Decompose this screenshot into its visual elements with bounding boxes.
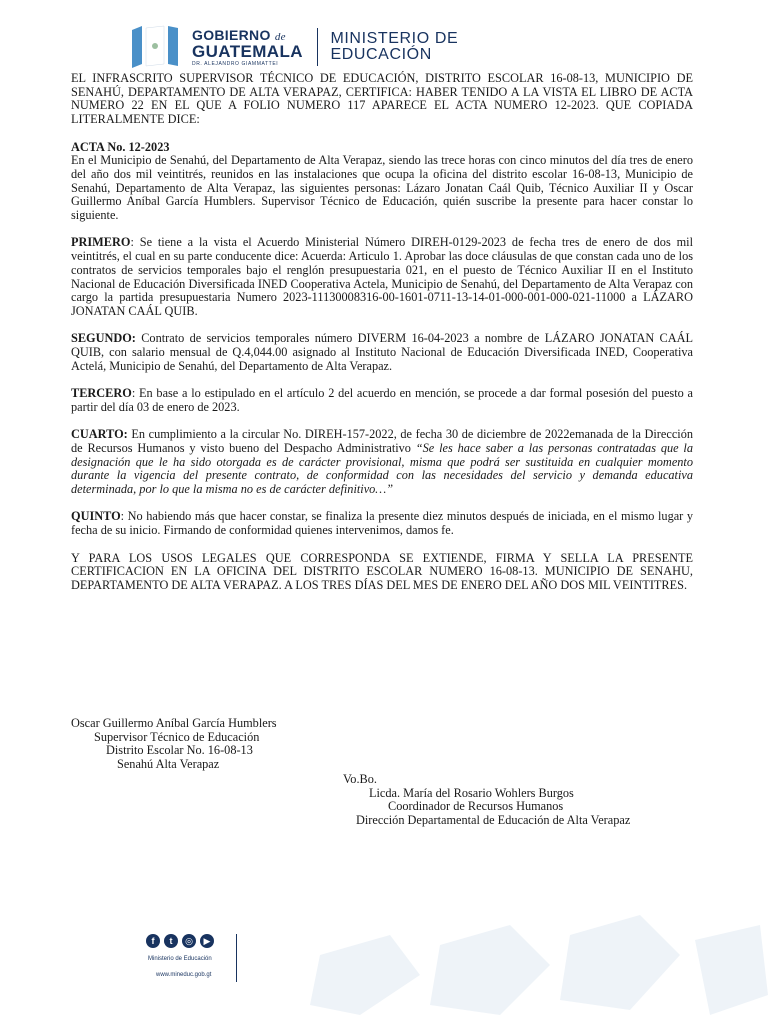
facebook-icon[interactable]: f	[146, 934, 160, 948]
twitter-icon[interactable]: t	[164, 934, 178, 948]
quinto-text: : No habiendo más que hacer constar, se finaliza la presente diez minutos después de iniciada, en el mismo lugar y fecha de su inicio. Firmando de conformidad quienes intervenimos, damos fe.	[71, 509, 693, 538]
coordinator-title: Coordinador de Recursos Humanos	[388, 799, 564, 814]
intro-paragraph: EL INFRASCRITO SUPERVISOR TÉCNICO DE EDUCACIÓN, DISTRITO ESCOLAR 16-08-13, MUNICIPIO DE SENAHÚ, DEPARTAMENTO DE ALTA VERAPAZ, CERTIFICA: HABER TENIDO A LA VISTA EL LIBRO DE ACTA NUMERO 22 EN EL QUE A FOLIO NUMERO 117 APARECE EL ACTA NUMERO 12-2023. QUE COPIADA LITERALMENTE DICE:	[71, 71, 693, 127]
gov-de: de	[274, 30, 286, 43]
cuarto-paragraph	[71, 428, 693, 497]
coordinator-name: Licda. María del Rosario Wohlers Burgos	[369, 785, 574, 800]
coordinator-office: Dirección Departamental de Educación de Alta Verapaz	[356, 813, 631, 828]
youtube-icon[interactable]: ▶	[200, 934, 214, 948]
closing-paragraph: Y PARA LOS USOS LEGALES QUE CORRESPONDA SE EXTIENDE, FIRMA Y SELLA LA PRESENTE CERTIFICACION EN LA OFICINA DEL DISTRITO ESCOLAR NUMERO 16-08-13. MUNICIPIO DE SENAHU, DEPARTAMENTO DE ALTA VERAPAZ. A LOS TRES DÍAS DEL MES DE ENERO DEL AÑO DOS MIL VEINTITRES.	[71, 550, 693, 592]
cuarto-quote: “Se les hace saber a las personas contratadas que la designación que le ha sido otorgada es de carácter provisional, misma que podrá ser sustituida en cualquier momento durante la vigencia del presente contrato, de conformidad con las necesidades del servicio y demanda educativa determinada, por lo que la misma no es de carácter definitivo…”	[71, 440, 693, 497]
quinto-label: QUINTO	[71, 509, 121, 524]
gov-line2: GUATEMALA	[192, 41, 303, 61]
tercero-label: TERCERO	[71, 386, 132, 401]
guatemala-flag-logo	[130, 24, 182, 70]
ministry-line2: EDUCACIÓN	[330, 46, 432, 63]
supervisor-title: Supervisor Técnico de Educación	[94, 729, 260, 744]
segundo-label: SEGUNDO:	[71, 331, 136, 346]
ministry-line1: MINISTERIO DE	[330, 30, 459, 47]
ministry-logo-text	[330, 31, 458, 63]
footer-divider	[236, 934, 237, 982]
cuarto-label: CUARTO:	[71, 427, 128, 442]
supervisor-district: Distrito Escolar No. 16-08-13	[106, 743, 253, 758]
vobo-label: Vo.Bo.	[343, 772, 377, 786]
letterhead	[130, 22, 458, 72]
tercero-text: : En base a lo estipulado en el artículo 2 del acuerdo en mención, se procede a dar formal posesión del puesto a partir del día 03 de enero de 2023.	[71, 386, 693, 414]
primero-paragraph	[71, 236, 693, 318]
header-divider	[317, 28, 319, 66]
segundo-text: Contrato de servicios temporales número DIVERM 16-04-2023 a nombre de LÁZARO JONATAN CAÁL QUIB, con salario mensual de Q.4,044.00 asignado al Instituto Nacional de Educación Diversificada INED, Cooperativa Actelá, Municipio de Senahú, del Departamento de Alta Verapaz.	[71, 331, 693, 373]
document-body	[71, 72, 693, 593]
primero-label: PRIMERO	[71, 235, 131, 250]
footer-website-link[interactable]: www.mineduc.gob.gt	[156, 972, 212, 978]
supervisor-name: Oscar Guillermo Aníbal García Humblers	[71, 716, 277, 730]
ministry-watermark	[300, 915, 768, 1024]
tercero-paragraph	[71, 387, 693, 414]
primero-text: : Se tiene a la vista el Acuerdo Ministerial Número DIREH-0129-2023 de fecha tres de enero de dos mil veintitrés, el cual en su parte conducente dice: Acuerda: Articulo 1. Aprobar las doce cláusulas de que constan cada uno de los contratos de servicios temporales bajo el renglón presupuestaria 021, en el puesto de Técnico Auxiliar II en el Instituto Nacional de Educación Diversificada INED Cooperativa Actela, Municipio de Senahú, del Departamento de Alta Verapaz con cargo la partida presupuestaria Numero 2023-11130008316-00-1601-0711-13-14-01-000-001-000-021-11000 a LÁZARO JONATAN CAÁL QUIB.	[71, 235, 693, 318]
social-links	[146, 934, 250, 948]
acta-title: ACTA No. 12-2023	[71, 139, 170, 154]
segundo-paragraph	[71, 332, 693, 373]
supervisor-place: Senahú Alta Verapaz	[117, 757, 220, 772]
footer	[140, 934, 250, 978]
signature-block-coordinator	[343, 773, 630, 828]
government-logo-text	[192, 28, 303, 67]
cuarto-text: En cumplimiento a la circular No. DIREH-157-2022, de fecha 30 de diciembre de 2022emanada de la Dirección de Recursos Humanos y visto bueno del Despacho Administrativo	[71, 427, 693, 455]
gov-line1: GOBIERNO	[192, 26, 271, 43]
footer-ministry: Ministerio de Educación	[148, 956, 212, 962]
instagram-icon[interactable]: ◎	[182, 934, 196, 948]
signature-block-supervisor	[71, 717, 277, 772]
acta-opening-paragraph: En el Municipio de Senahú, del Departamento de Alta Verapaz, siendo las trece horas con cinco minutos del día tres de enero del año dos mil veintitrés, reunidos en las instalaciones que ocupa la oficina del distrito escolar 16-08-13, Municipio de Senahú, Departamento de Alta Verapaz, las siguientes personas: Lázaro Jonatan Caál Quib, Técnico Auxiliar II y Oscar Guillermo Aníbal García Humblers. Supervisor Técnico de Educación, quién suscribe la presente para hacer constar lo siguiente.	[71, 153, 693, 223]
gov-line3: DR. ALEJANDRO GIAMMATTEI	[192, 60, 279, 67]
quinto-paragraph	[71, 510, 693, 537]
